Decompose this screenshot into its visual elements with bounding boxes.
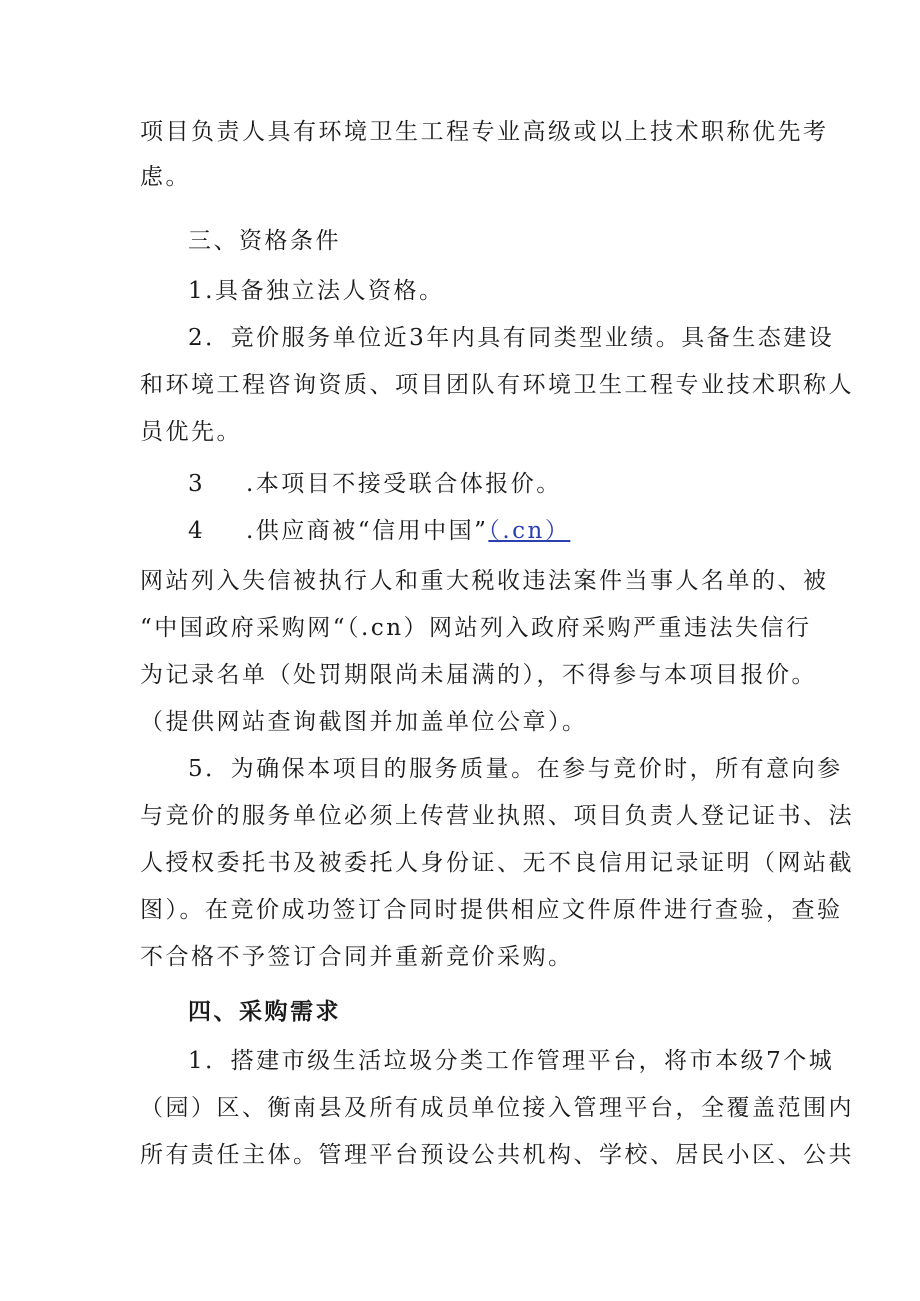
paragraph-line: 员优先。: [140, 419, 242, 445]
section-heading-qualifications: 三、资格条件: [188, 228, 341, 254]
credit-china-link[interactable]: （.cn）: [488, 518, 571, 544]
condition-5: 5．为确保本项目的服务质量。在参与竞价时，所有意向参: [188, 756, 843, 782]
condition-1: 1.具备独立法人资格。: [188, 278, 445, 304]
condition-text: .本项目不接受联合体报价。: [246, 471, 562, 497]
paragraph-line: 不合格不予签订合同并重新竞价采购。: [140, 944, 574, 970]
condition-2: 2．竞价服务单位近3年内具有同类型业绩。具备生态建设: [188, 325, 835, 351]
condition-text: .供应商被“信用中国”: [246, 518, 489, 544]
condition-number: 4: [188, 518, 206, 544]
paragraph-line: 和环境工程咨询资质、项目团队有环境卫生工程专业技术职称人: [140, 372, 854, 398]
paragraph-line: 人授权委托书及被委托人身份证、无不良信用记录证明（网站截: [140, 850, 854, 876]
paragraph-line: 为记录名单（处罚期限尚未届满的），不得参与本项目报价。: [140, 662, 817, 688]
section-heading-requirements: 四、采购需求: [188, 999, 341, 1025]
paragraph-line: 与竞价的服务单位必须上传营业执照、项目负责人登记证书、法: [140, 803, 854, 829]
paragraph-line: （园）区、衡南县及所有成员单位接入管理平台，全覆盖范围内: [140, 1095, 854, 1121]
paragraph-line: “中国政府采购网“（.cn）网站列入政府采购严重违法失信行: [140, 615, 812, 641]
paragraph-line: （提供网站查询截图并加盖单位公章）。: [140, 709, 588, 735]
paragraph-line: 图）。在竞价成功签订合同时提供相应文件原件进行查验，查验: [140, 897, 843, 923]
paragraph-line: 虑。: [140, 164, 191, 190]
paragraph-line: 所有责任主体。管理平台预设公共机构、学校、居民小区、公共: [140, 1142, 854, 1168]
condition-number: 3: [188, 471, 206, 497]
paragraph-line: 项目负责人具有环境卫生工程专业高级或以上技术职称优先考: [140, 119, 829, 145]
requirement-1: 1．搭建市级生活垃圾分类工作管理平台，将市本级7个城: [188, 1048, 835, 1074]
condition-3: [188, 469, 562, 499]
condition-4: [188, 516, 570, 546]
paragraph-line: 网站列入失信被执行人和重大税收违法案件当事人名单的、被: [140, 568, 829, 594]
